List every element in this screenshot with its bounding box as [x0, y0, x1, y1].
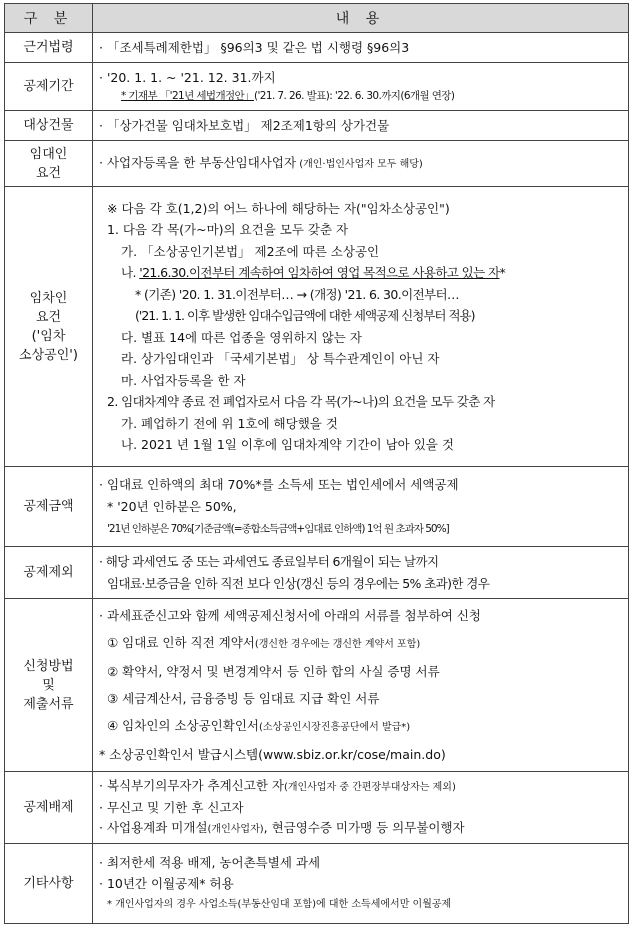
excluded-text-2: · 무신고 및 기한 후 신고자: [99, 799, 244, 815]
amount-note-2: '21년 인하분은 70%[기준금액(=종합소득금액+임대료 인하액) 1억 원 초과자 50%]: [107, 522, 449, 535]
apply-doc-4: ④ 임차인의 소상공인확인서(소상공인시장진흥공단에서 발급*): [107, 718, 411, 733]
row-period: [5, 63, 629, 111]
exclusion-text-2: 임대료·보증금을 인하 직전 보다 인상(갱신 등의 경우에는 5% 초과)한 경우: [107, 575, 490, 591]
apply-doc-2: ② 확약서, 약정서 및 변경계약서 등 인하 합의 사실 증명 서류: [107, 664, 440, 679]
label-apply: 신청방법 및 제출서류: [5, 599, 93, 772]
row-landlord: [5, 141, 629, 187]
header-category: 구 분: [5, 4, 93, 33]
building-text: · 「상가건물 임대차보호법」 제2조제1항의 상가건물: [99, 118, 390, 133]
tax-credit-table: [4, 3, 629, 924]
label-amount: 공제금액: [5, 467, 93, 547]
tenant-item-1-na-note: * (기존) '20. 1. 31.이전부터… → (개정) '21. 6. 30.이전부터…: [135, 286, 459, 302]
tenant-item-1: 1. 다음 각 목(가~마)의 요건을 모두 갖춘 자: [107, 222, 349, 237]
row-building: [5, 111, 629, 141]
label-building: 대상건물: [5, 111, 93, 141]
basis-text: · 「조세특례제한법」 §96의3 및 같은 법 시행령 §96의3: [99, 40, 410, 55]
apply-doc-1: ① 임대료 인하 직전 계약서(갱신한 경우에는 갱신한 계약서 포함): [107, 635, 421, 650]
amount-note-1: * '20년 인하분은 50%,: [107, 498, 237, 514]
row-amount: [5, 467, 629, 547]
excluded-text-1: · 복식부기의무자가 추계신고한 자(개인사업자 중 간편장부대상자는 제외): [99, 777, 456, 793]
row-tenant: [5, 187, 629, 467]
tenant-item-2-na: 나. 2021 년 1월 1일 이후에 임대차계약 기간이 남아 있을 것: [121, 437, 454, 452]
apply-system-link: * 소상공인확인서 발급시스템(www.sbiz.or.kr/cose/main.do): [99, 747, 446, 762]
row-other: [5, 844, 629, 924]
tenant-item-2: 2. 임대차계약 종료 전 폐업자로서 다음 각 목(가~나)의 요건을 모두 갖춘 자: [107, 394, 495, 409]
tenant-item-1-na: 나. '21.6.30.이전부터 계속하여 임차하여 영업 목적으로 사용하고 있는 자*: [121, 265, 506, 280]
apply-text: · 과세표준신고와 함께 세액공제신청서에 아래의 서류를 첨부하여 신청: [99, 608, 481, 623]
label-excluded: 공제배제: [5, 772, 93, 844]
tenant-item-1-ga: 가. 「소상공인기본법」 제2조에 따른 소상공인: [121, 243, 380, 259]
tenant-definition: ※ 다음 각 호(1,2)의 어느 하나에 해당하는 자("임차소상공인"): [107, 200, 450, 216]
label-other: 기타사항: [5, 844, 93, 924]
tenant-item-1-na-note2: ('21. 1. 1. 이후 발생한 임대수입금액에 대한 세액공제 신청부터 적용): [135, 308, 475, 323]
label-period: 공제기간: [5, 63, 93, 111]
label-landlord: 임대인 요건: [5, 141, 93, 187]
other-note: * 개인사업자의 경우 사업소득(부동산임대 포함)에 대한 소득세에서만 이월공제: [107, 899, 452, 910]
row-basis: [5, 33, 629, 63]
row-excluded: [5, 772, 629, 844]
tenant-item-1-ra: 라. 상가임대인과 「국세기본법」 상 특수관계인이 아닌 자: [121, 351, 440, 366]
tenant-item-2-ga: 가. 폐업하기 전에 위 1호에 해당했을 것: [121, 415, 338, 431]
label-exclusion: 공제제외: [5, 547, 93, 599]
amount-text: · 임대료 인하액의 최대 70%*를 소득세 또는 법인세에서 세액공제: [99, 476, 459, 492]
header-row: [5, 4, 629, 33]
landlord-text: · 사업자등록을 한 부동산임대사업자 (개인·법인사업자 모두 해당): [99, 155, 423, 170]
tenant-item-1-da: 다. 별표 14에 따른 업종을 영위하지 않는 자: [121, 329, 362, 345]
tenant-item-1-ma: 마. 사업자등록을 한 자: [121, 372, 246, 388]
row-exclusion: [5, 547, 629, 599]
excluded-text-3: · 사업용계좌 미개설(개인사업자), 현금영수증 미가맹 등 의무불이행자: [99, 819, 465, 835]
period-text: · '20. 1. 1. ~ '21. 12. 31.까지: [99, 69, 276, 85]
label-tenant: 임차인 요건 ('임차 소상공인'): [5, 187, 93, 467]
other-text-1: · 최저한세 적용 배제, 농어촌특별세 과세: [99, 855, 321, 870]
header-content: 내 용: [93, 4, 629, 33]
apply-doc-3: ③ 세금계산서, 금융증빙 등 임대료 지급 확인 서류: [107, 691, 380, 706]
label-basis: 근거법령: [5, 33, 93, 63]
other-text-2: · 10년간 이월공제* 허용: [99, 876, 234, 891]
exclusion-text: · 해당 과세연도 중 또는 과세연도 종료일부터 6개월이 되는 날까지: [99, 553, 439, 569]
row-apply: [5, 599, 629, 772]
period-note: * 기재부 「'21년 세법개정안」('21. 7. 26. 발표): '22. 6. 30.까지(6개월 연장): [121, 89, 455, 102]
